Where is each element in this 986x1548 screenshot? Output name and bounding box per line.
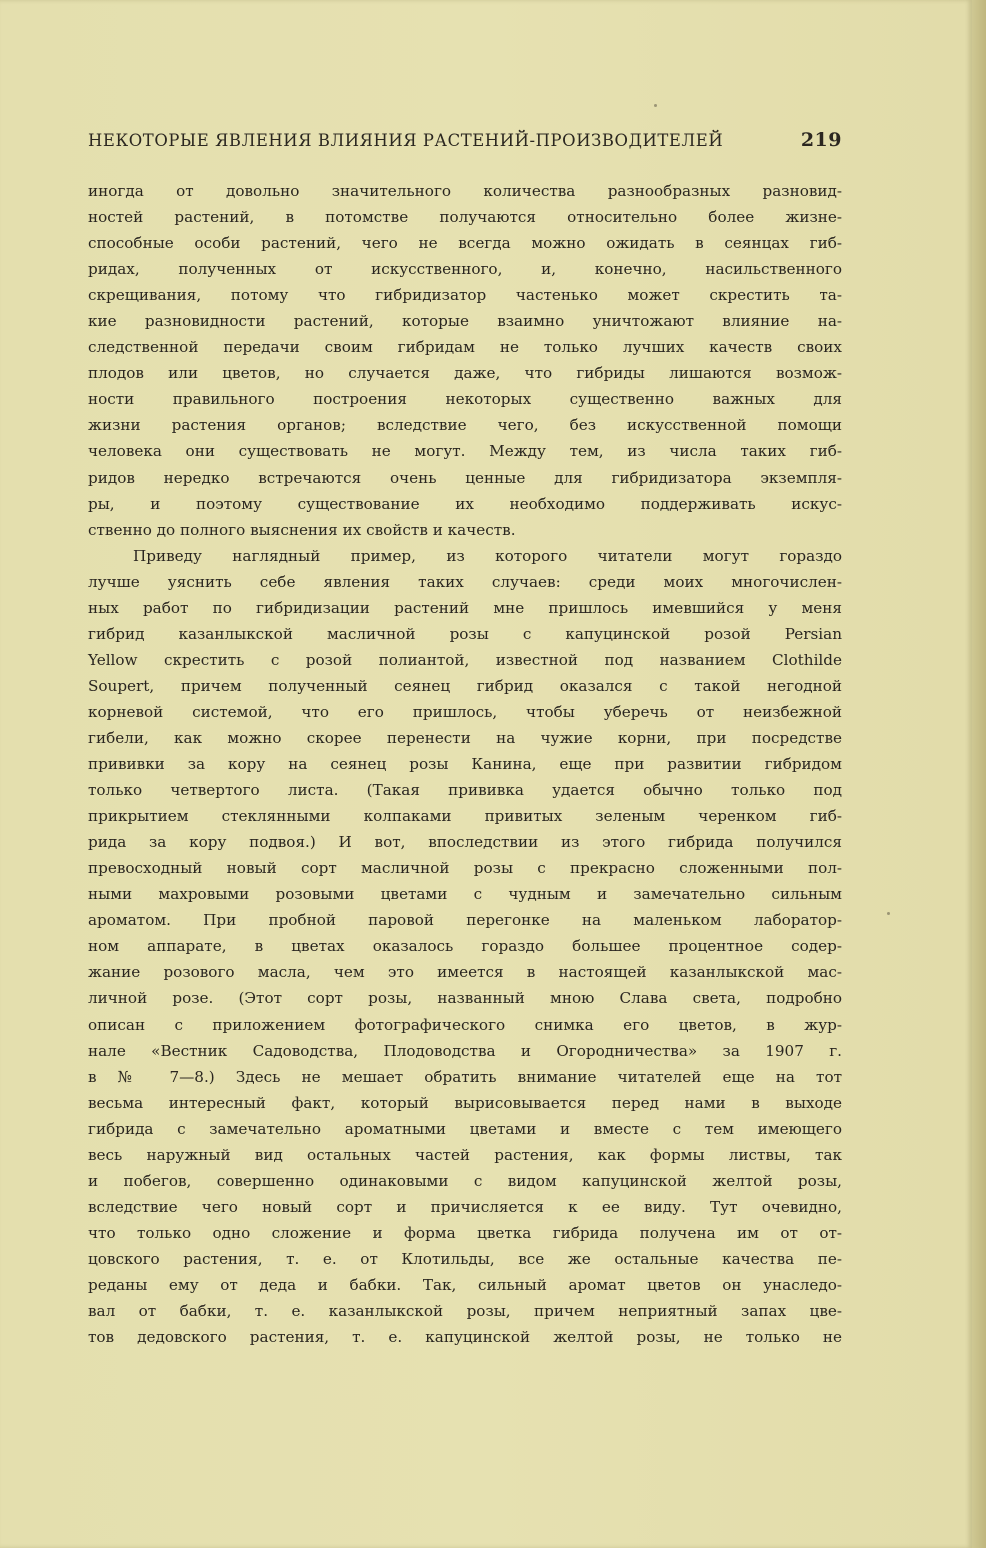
page-header [88, 129, 842, 155]
text-line: ры, и поэтому существование их необходимо поддерживать искус- [88, 494, 842, 513]
text-line: цовского растения, т. е. от Клотильды, все же остальные качества пе- [88, 1249, 842, 1268]
text-line: ности правильного построения некоторых существенно важных для [88, 390, 842, 409]
running-title: НЕКОТОРЫЕ ЯВЛЕНИЯ ВЛИЯНИЯ РАСТЕНИЙ-ПРОИЗВОДИТЕЛЕЙ [88, 131, 724, 150]
text-line: ридов нередко встречаются очень ценные для гибридизатора экземпля- [88, 468, 842, 487]
paper-speck [654, 104, 657, 107]
text-line: весь наружный вид остальных частей растения, как формы листвы, так [88, 1145, 842, 1164]
text-line: прикрытием стеклянными колпаками привитых зеленым черенком гиб- [88, 807, 842, 826]
text-line: кие разновидности растений, которые взаимно уничтожают влияние на- [88, 312, 842, 331]
text-line: Soupert, причем полученный сеянец гибрид оказался с такой негодной [88, 676, 842, 695]
text-line: ароматом. При пробной паровой перегонке на маленьком лаборатор- [88, 911, 842, 930]
text-line: рида за кору подвоя.) И вот, впоследствии из этого гибрида получился [88, 833, 842, 852]
text-line: только четвертого листа. (Такая прививка удается обычно только под [88, 781, 842, 800]
text-line: гибели, как можно скорее перенести на чужие корни, при посредстве [88, 728, 842, 747]
text-line: нале «Вестник Садоводства, Плодоводства и Огородничества» за 1907 г. [88, 1041, 842, 1060]
text-line: ных работ по гибридизации растений мне пришлось имевшийся у меня [88, 598, 842, 617]
text-line: ными махровыми розовыми цветами с чудным и замечательно сильным [88, 885, 842, 904]
text-line: вал от бабки, т. е. казанлыкской розы, причем неприятный запах цве- [88, 1302, 842, 1321]
text-line: корневой системой, что его пришлось, чтобы уберечь от неизбежной [88, 702, 842, 721]
text-line: жизни растения органов; вследствие чего, без искусственной помощи [88, 416, 842, 435]
text-line: жание розового масла, чем это имеется в настоящей казанлыкской мас- [88, 963, 842, 982]
text-line: гибрида с замечательно ароматными цветами и вместе с тем имеющего [88, 1119, 842, 1138]
text-line: тов дедовского растения, т. е. капуцинской желтой розы, не только не [88, 1328, 842, 1347]
text-line: следственной передачи своим гибридам не только лучших качеств своих [88, 338, 842, 357]
text-line: личной розе. (Этот сорт розы, названный мною Слава света, подробно [88, 989, 842, 1008]
page-edge-shadow [972, 0, 986, 1548]
text-line: вследствие чего новый сорт и причисляется к ее виду. Тут очевидно, [88, 1197, 842, 1216]
text-line: описан с приложением фотографического снимка его цветов, в жур- [88, 1015, 842, 1034]
text-line: человека они существовать не могут. Между тем, из числа таких гиб- [88, 442, 842, 461]
text-line: Приведу наглядный пример, из которого читатели могут гораздо [133, 546, 842, 565]
paper-speck [887, 912, 890, 915]
text-line: ридах, полученных от искусственного, и, конечно, насильственного [88, 260, 842, 279]
text-line: гибрид казанлыкской масличной розы с капуцинской розой Persian [88, 624, 842, 643]
text-line: Yellow скрестить с розой полиантой, известной под названием Clothilde [88, 650, 842, 669]
text-line: реданы ему от деда и бабки. Так, сильный аромат цветов он унаследо- [88, 1275, 842, 1294]
text-line: скрещивания, потому что гибридизатор частенько может скрестить та- [88, 286, 842, 305]
text-line: в № 7—8.) Здесь не мешает обратить внимание читателей еще на тот [88, 1067, 842, 1086]
text-line: весьма интересный факт, который вырисовывается перед нами в выходе [88, 1093, 842, 1112]
text-line: ственно до полного выяснения их свойств и качеств. [88, 520, 516, 539]
text-line: и побегов, совершенно одинаковыми с видом капуцинской желтой розы, [88, 1171, 842, 1190]
text-line: ном аппарате, в цветах оказалось гораздо большее процентное содер- [88, 937, 842, 956]
text-line: ностей растений, в потомстве получаются относительно более жизне- [88, 208, 842, 227]
paragraph-1 [88, 178, 842, 543]
text-line: что только одно сложение и форма цветка гибрида получена им от от- [88, 1223, 842, 1242]
paragraph-2 [88, 543, 842, 1350]
text-line: прививки за кору на сеянец розы Канина, еще при развитии гибридом [88, 755, 842, 774]
text-line: плодов или цветов, но случается даже, что гибриды лишаются возмож- [88, 364, 842, 383]
page-number: 219 [800, 129, 842, 151]
text-line: иногда от довольно значительного количества разнообразных разновид- [88, 182, 842, 200]
text-body [88, 178, 842, 1350]
text-line: превосходный новый сорт масличной розы с прекрасно сложенными пол- [88, 859, 842, 878]
text-line: способные особи растений, чего не всегда можно ожидать в сеянцах гиб- [88, 234, 842, 253]
text-line: лучше уяснить себе явления таких случаев: среди моих многочислен- [88, 572, 842, 591]
